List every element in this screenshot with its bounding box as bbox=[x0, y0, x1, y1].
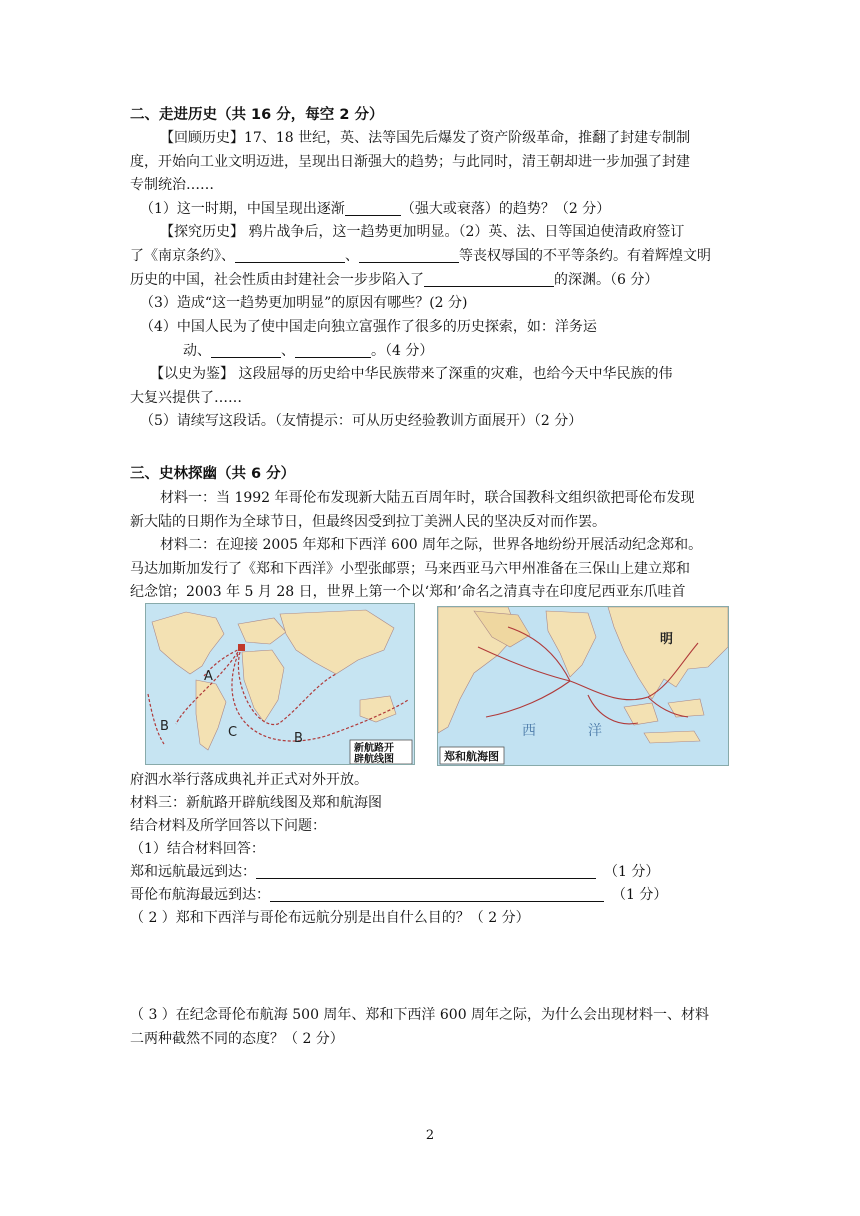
explore-history-line-3 bbox=[130, 268, 658, 292]
lesson-history-line-1: 【以史为鉴】 这段屈辱的历史给中华民族带来了深重的灾难，也给今天中华民族的伟 bbox=[150, 366, 673, 382]
zheng-he-voyage-map bbox=[437, 606, 729, 766]
text-fragment: 哥伦布航海最远到达： bbox=[130, 887, 270, 903]
question-3-3-line-2: 二两种截然不同的态度？（ 2 分） bbox=[130, 1031, 344, 1047]
explore-history-line-1: 【探究历史】 鸦片战争后，这一趋势更加明显。（2）英、法、日等国迫使清政府签订 bbox=[160, 224, 685, 240]
text-fragment: 郑和远航最远到达： bbox=[130, 864, 256, 880]
question-2-5: （5）请续写这段话。（友情提示：可从历史经验教训方面展开）（2 分） bbox=[140, 413, 583, 429]
material-3: 材料三：新航路开辟航线图及郑和航海图 bbox=[130, 795, 382, 811]
map1-caption-line-2: 辟航线图 bbox=[354, 754, 394, 764]
route-label-b-right: B bbox=[294, 731, 303, 746]
text-fragment: 了《南京条约》、 bbox=[130, 248, 235, 264]
text-fragment: 历史的中国，社会性质由封建社会一步步陷入了 bbox=[130, 272, 424, 288]
question-2-1-suffix: （强大或衰落）的趋势？（2 分） bbox=[400, 201, 611, 217]
answer-blank[interactable] bbox=[295, 341, 371, 358]
map2-caption: 郑和航海图 bbox=[444, 750, 499, 763]
question-2-4-line-1: （4）中国人民为了使中国走向独立富强作了很多的历史探索，如：洋务运 bbox=[140, 319, 597, 335]
answer-blank[interactable] bbox=[345, 199, 401, 216]
text-fragment: 的深渊。（6 分） bbox=[554, 272, 659, 288]
review-history-line-1: 【回顾历史】17、18 世纪，英、法等国先后爆发了资产阶级革命，推翻了封建专制制 bbox=[160, 130, 691, 146]
route-label-c: C bbox=[228, 725, 238, 740]
question-3-1-zhenghe bbox=[130, 860, 659, 884]
questions-intro: 结合材料及所学回答以下问题： bbox=[130, 818, 326, 834]
route-label-a: A bbox=[204, 669, 213, 684]
text-fragment: 。（4 分） bbox=[371, 343, 434, 359]
question-3-2: （ 2 ）郑和下西洋与哥伦布远航分别是出自什么目的？（ 2 分） bbox=[130, 910, 530, 926]
answer-blank[interactable] bbox=[359, 246, 459, 263]
material-2-line-2: 马达加斯加发行了《郑和下西洋》小型张邮票；马来西亚马六甲州准备在三保山上建立郑和 bbox=[130, 561, 690, 577]
text-fragment: （1 分） bbox=[604, 864, 660, 880]
map2-label-ming: 明 bbox=[660, 632, 674, 647]
review-history-line-3: 专制统治…… bbox=[130, 177, 214, 193]
section3-heading: 三、史林探幽（共 6 分） bbox=[130, 466, 296, 482]
lesson-history-line-2: 大复兴提供了…… bbox=[130, 390, 242, 406]
answer-blank[interactable] bbox=[256, 862, 596, 879]
material-1-line-1: 材料一：当 1992 年哥伦布发现新大陆五百周年时，联合国教科文组织欲把哥伦布发现 bbox=[160, 490, 695, 506]
material-2-line-1: 材料二：在迎接 2005 年郑和下西洋 600 周年之际，世界各地纷纷开展活动纪念郑和。 bbox=[160, 537, 703, 553]
answer-blank[interactable] bbox=[270, 885, 604, 902]
answer-blank[interactable] bbox=[211, 341, 281, 358]
material-2-line-4: 府泗水举行落成典礼并正式对外开放。 bbox=[130, 772, 368, 788]
voyage-map-graphic bbox=[438, 607, 728, 765]
explore-history-line-2 bbox=[130, 244, 711, 268]
section2-heading: 二、走进历史（共 16 分，每空 2 分） bbox=[130, 107, 384, 123]
material-1-line-2: 新大陆的日期作为全球节日，但最终因受到拉丁美洲人民的坚决反对而作罢。 bbox=[130, 514, 606, 530]
map1-caption-line-1: 新航路开 bbox=[354, 743, 394, 754]
text-fragment: （1 分） bbox=[612, 887, 668, 903]
page-number: 2 bbox=[425, 1128, 435, 1143]
question-2-3: （3）造成“这一趋势更加明显”的原因有哪些？(2 分) bbox=[140, 295, 468, 311]
text-fragment: 等丧权辱国的不平等条约。有着辉煌文明 bbox=[459, 248, 711, 264]
question-3-3-line-1: （ 3 ）在纪念哥伦布航海 500 周年、郑和下西洋 600 周年之际，为什么会出现材料一、材料 bbox=[130, 1007, 710, 1023]
material-2-line-3: 纪念馆；2003 年 5 月 28 日，世界上第一个以‘郑和’命名之清真寺在印度尼西亚东爪哇首 bbox=[130, 584, 686, 600]
map2-ocean-label-2: 洋 bbox=[588, 723, 602, 739]
new-sea-routes-map bbox=[145, 603, 415, 765]
question-3-1-columbus bbox=[130, 883, 667, 907]
text-fragment: 、 bbox=[345, 248, 359, 264]
answer-blank[interactable] bbox=[424, 270, 554, 287]
question-3-1: （1）结合材料回答： bbox=[130, 841, 265, 857]
question-2-4-line-2 bbox=[183, 339, 433, 363]
route-label-b-left: B bbox=[160, 719, 169, 734]
question-2-1-text: （1）这一时期，中国呈现出逐渐 bbox=[140, 201, 345, 217]
review-history-line-2: 度，开始向工业文明迈进，呈现出日渐强大的趋势；与此同时，清王朝却进一步加强了封建 bbox=[130, 154, 690, 170]
question-2-1 bbox=[140, 197, 610, 221]
text-fragment: 动、 bbox=[183, 343, 211, 359]
world-map-graphic bbox=[146, 604, 414, 764]
text-fragment: 、 bbox=[281, 343, 295, 359]
map2-ocean-label-1: 西 bbox=[522, 723, 536, 739]
answer-blank[interactable] bbox=[235, 246, 345, 263]
